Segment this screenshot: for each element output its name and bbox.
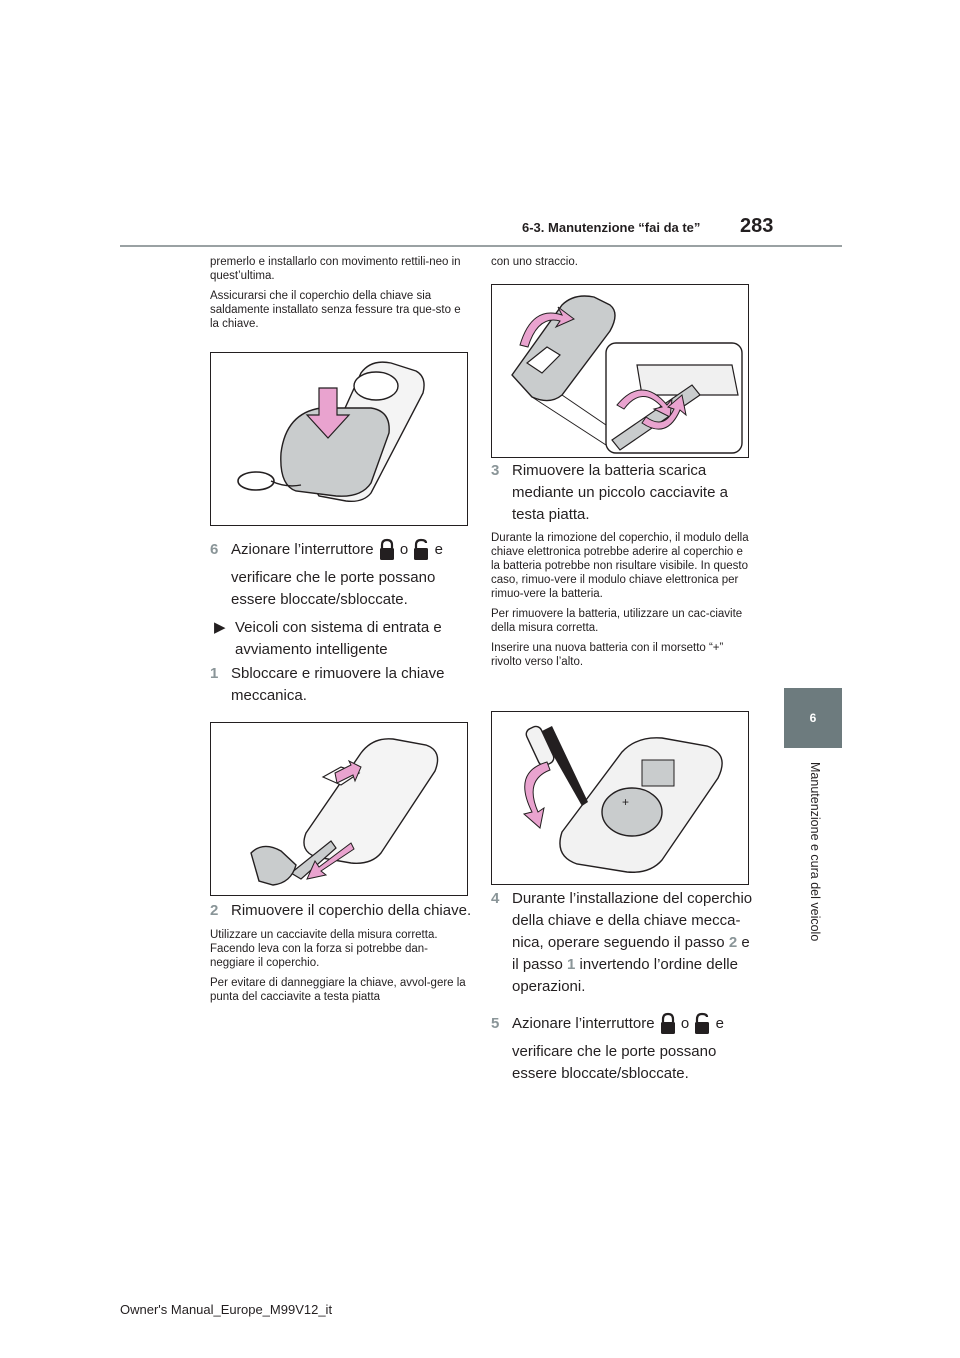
note-text-1: Utilizzare un cacciavite della misura corretta. Facendo leva con la forza si potrebbe dan-neggiare il coperchio.	[210, 929, 438, 969]
or-word: o	[399, 540, 409, 558]
and-word: e	[434, 540, 443, 558]
or-word: o	[680, 1014, 690, 1032]
step-number: 6	[210, 540, 219, 558]
step-number: 2	[210, 902, 219, 919]
page-number: 283	[740, 215, 774, 237]
right-cont	[491, 255, 753, 275]
left-intro	[210, 255, 472, 337]
step-1	[210, 663, 472, 707]
figure-remove-cover	[491, 284, 749, 458]
step-text: Rimuovere il coperchio della chiave.	[231, 902, 472, 919]
chapter-tab: 6	[784, 688, 842, 748]
step-reference: 1	[567, 956, 576, 973]
figure-install-cover	[210, 352, 468, 526]
subheading-text: Veicoli con sistema di entrata e avviamento intelligente	[235, 619, 442, 658]
cover-removal-illustration	[492, 285, 748, 457]
subheading-smart-entry	[214, 617, 472, 661]
smart-key-illustration	[211, 723, 467, 895]
step-text-cont: verificare che le porte possano essere bloccate/sbloccate.	[231, 569, 436, 608]
step-text: Durante l’installazione del coperchio della chiave e della chiave mecca-nica, operare seguendo il passo	[512, 890, 753, 951]
footer-text: Owner's Manual_Europe_M99V12_it	[120, 1302, 333, 1317]
unlock-icon	[693, 1012, 711, 1036]
and-word: e	[715, 1014, 724, 1032]
note-text-2: Per evitare di danneggiare la chiave, avvol-gere la punta del cacciavite a testa piatta	[210, 977, 466, 1003]
step-number: 3	[491, 462, 500, 479]
section-title: 6-3. Manutenzione “fai da te”	[522, 220, 701, 235]
battery-removal-illustration	[492, 712, 748, 884]
step-text: e il passo	[512, 934, 750, 973]
note-text-4: Per rimuovere la batteria, utilizzare un cac-ciavite della misura corretta.	[491, 608, 743, 634]
step-text: Azionare l’interruttore	[512, 1014, 655, 1032]
note-text-3: Durante la rimozione del coperchio, il modulo della chiave elettronica potrebbe aderire al coperchio e la batteria potrebbe non risultare visibile. In questo caso, rimuo-vere il modulo chiave elettronica per rimuo-vere la batteria.	[491, 532, 749, 600]
lock-icon	[378, 538, 396, 562]
unlock-icon	[412, 538, 430, 562]
step-text: Azionare l’interruttore	[231, 540, 374, 558]
step-text: invertendo l’ordine delle operazioni.	[512, 956, 738, 995]
triangle-bullet-icon: ▶	[214, 619, 226, 636]
step-number: 5	[491, 1014, 500, 1032]
continued-text: con uno straccio.	[491, 256, 578, 268]
step-number: 4	[491, 890, 500, 907]
step-text: Sbloccare e rimuovere la chiave meccanica.	[231, 665, 445, 704]
step-reference: 2	[728, 934, 738, 951]
note-text-5: Inserire una nuova batteria con il morsetto “+” rivolto verso l’alto.	[491, 642, 724, 668]
step-text-cont: verificare che le porte possano essere bloccate/sbloccate.	[512, 1043, 717, 1082]
intro-text-1: premerlo e installarlo con movimento rettili-neo in quest’ultima.	[210, 256, 461, 282]
step-text: Rimuovere la batteria scarica mediante un piccolo cacciavite a testa piatta.	[512, 462, 728, 523]
step-2	[210, 900, 472, 922]
lock-icon	[659, 1012, 677, 1036]
left-notes	[210, 928, 472, 1010]
step-4	[491, 888, 753, 998]
step-number: 1	[210, 665, 219, 682]
step-3	[491, 460, 753, 526]
intro-text-2: Assicurarsi che il coperchio della chiave sia saldamente installato senza fessure tra que-sto e la chiave.	[210, 290, 461, 330]
step-5	[491, 1012, 753, 1085]
key-cover-illustration	[211, 353, 467, 525]
chapter-label	[798, 762, 828, 952]
step-6	[210, 538, 472, 611]
figure-remove-mechanical-key	[210, 722, 468, 896]
header-divider	[120, 245, 842, 247]
right-notes	[491, 531, 753, 675]
chapter-label-text: Manutenzione e cura del veicolo	[808, 762, 822, 942]
figure-remove-battery	[491, 711, 749, 885]
battery-plus-mark: +	[622, 795, 630, 809]
